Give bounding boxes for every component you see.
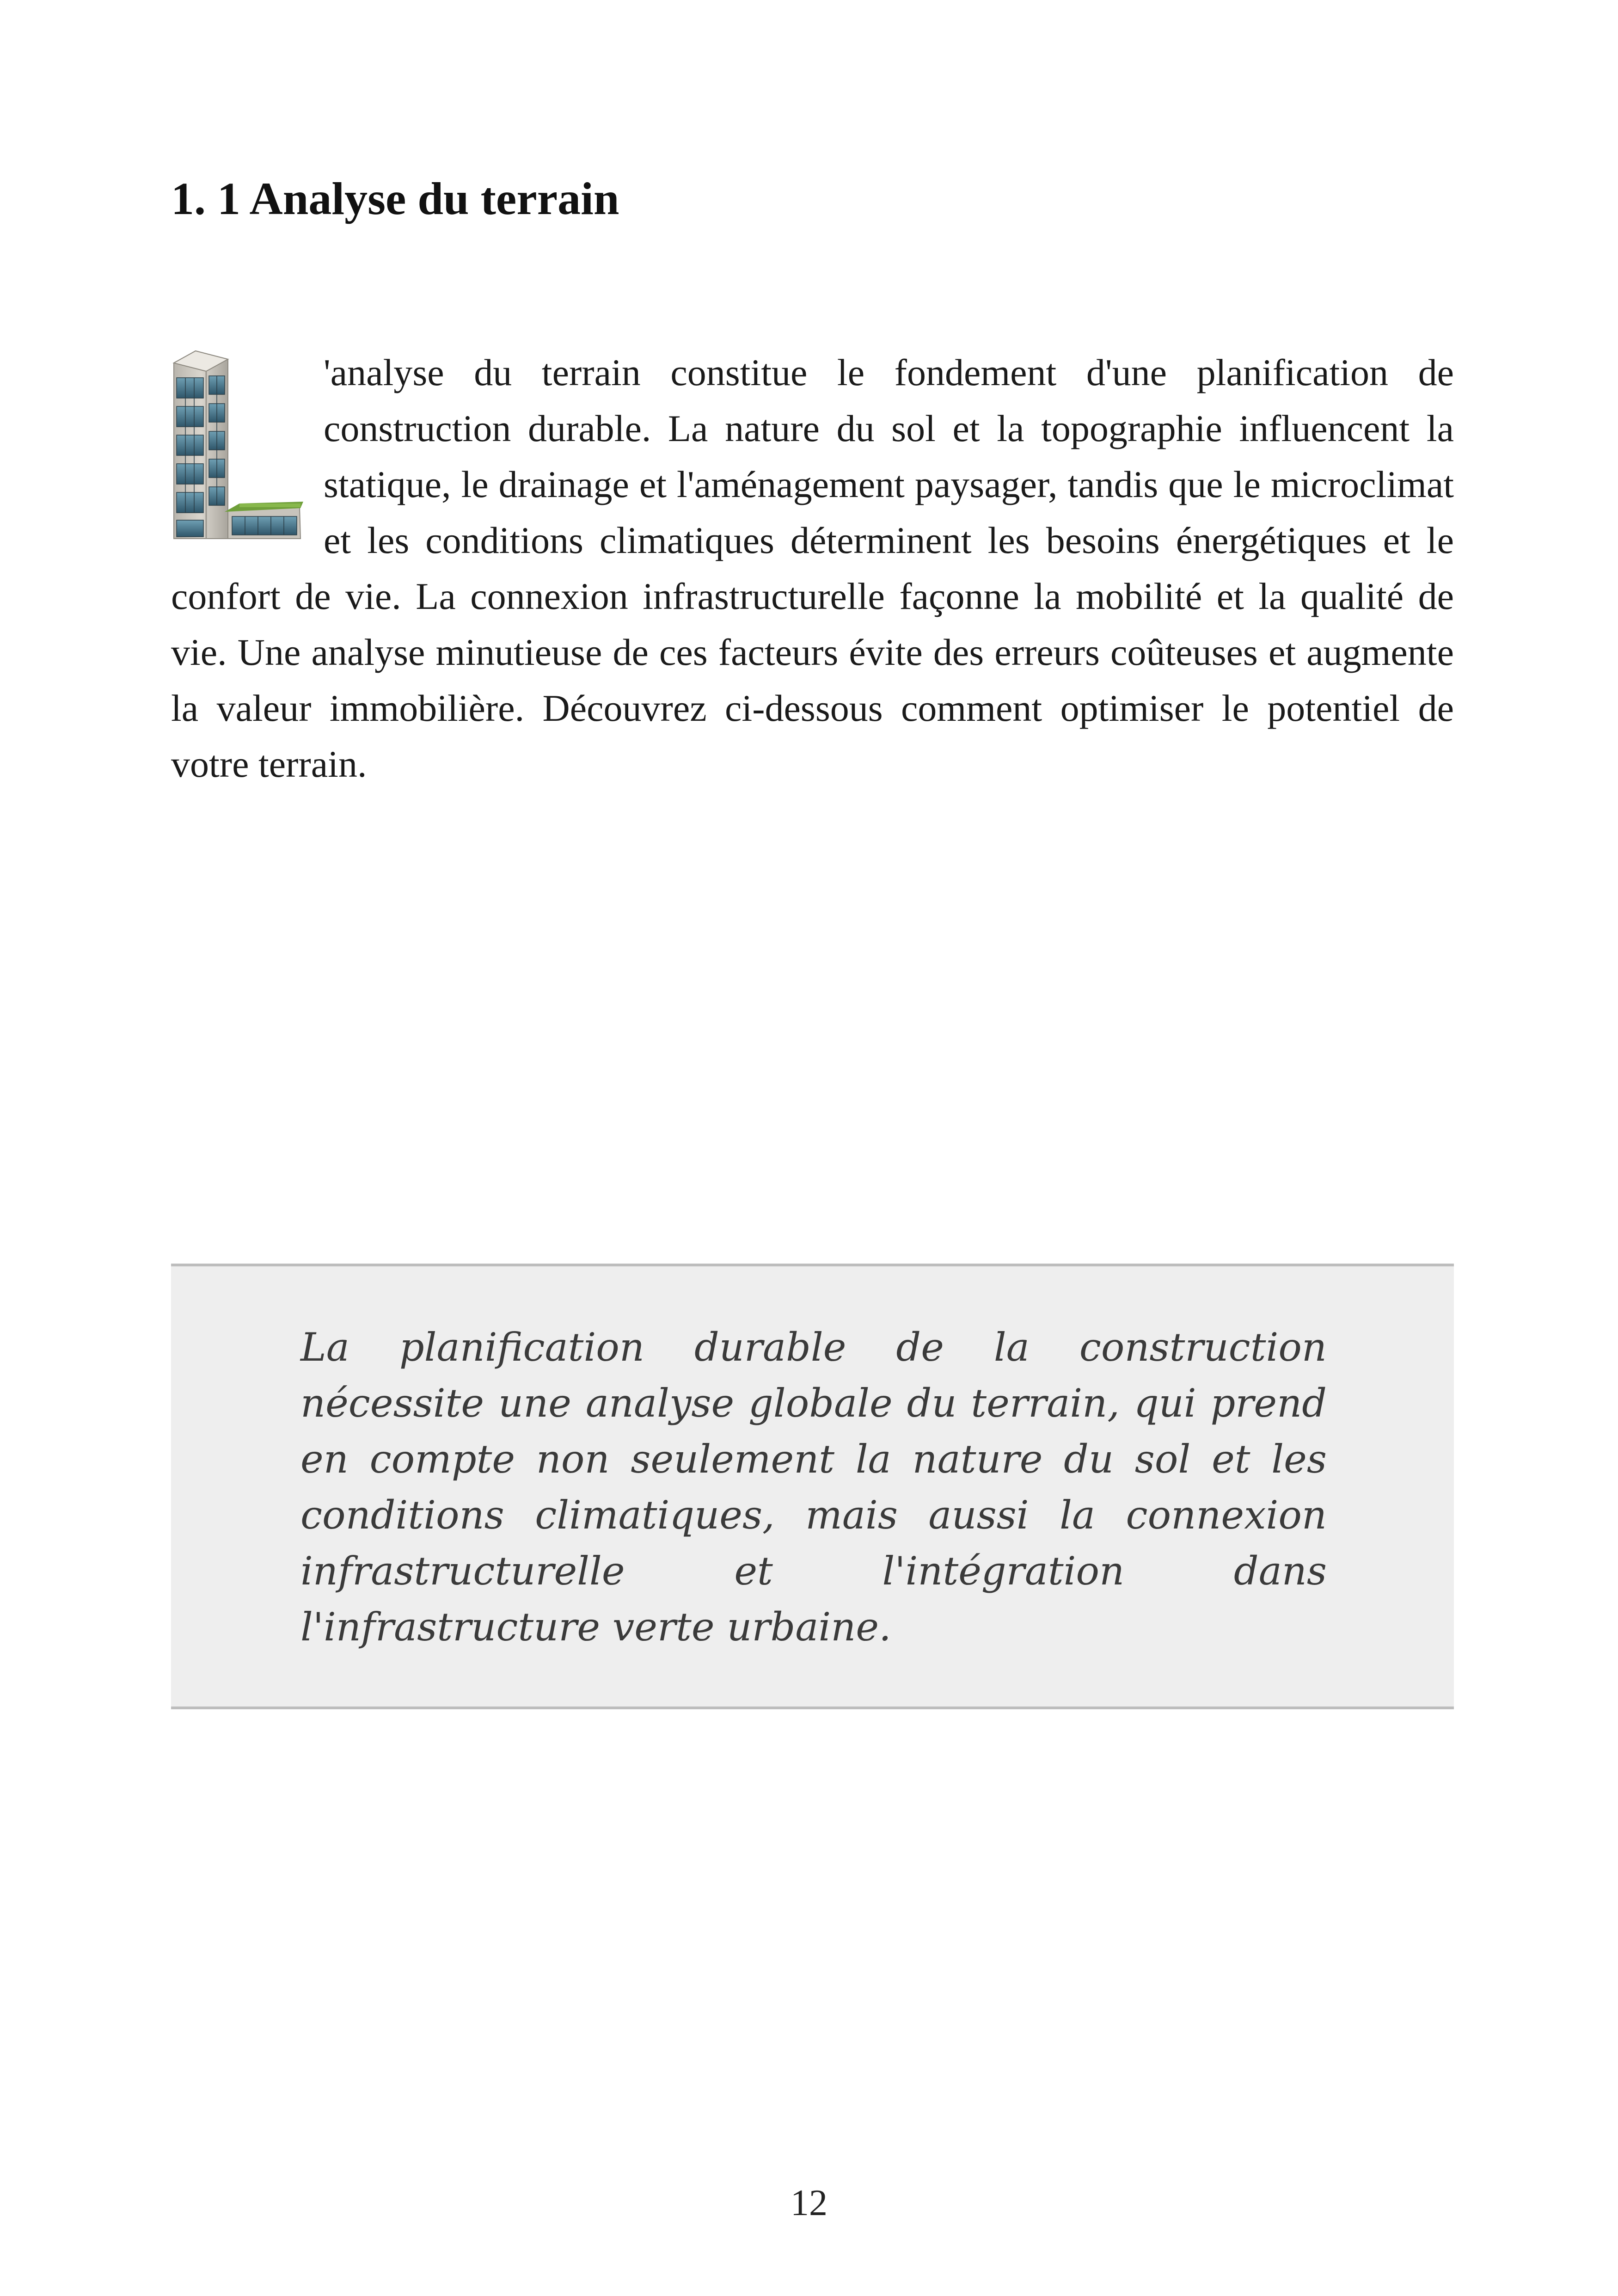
intro-text: 'analyse du terrain constitue le fondement d'une planification de construction durable. La nature du sol et la topographie influencent la statique, le drainage et l'aménagement paysager, tandis que le microclimat et les conditions climatiques déterminent les besoins énergétiques et le confort de vie. La connexion infrastructurelle façonne la mobilité et la qualité de vie. Une analyse minutieuse de ces facteurs évite des erreurs coûteuses et augmente la valeur immobilière. Découvrez ci-dessous comment optimiser le potentiel de votre terrain.	[171, 351, 1454, 785]
callout-text: La planification durable de la construction nécessite une analyse globale du terrain, qui prend en compte non seulement la nature du sol et les conditions climatiques, mais aussi la connexion infrastructurelle et l'intégration dans l'infrastructure verte urbaine.	[300, 1325, 1327, 1650]
dropcap-space	[171, 344, 324, 564]
intro-paragraph	[171, 344, 1454, 792]
page-number: 12	[791, 2183, 827, 2223]
callout-box	[171, 1264, 1454, 1709]
section-heading: 1. 1 Analyse du terrain	[171, 173, 619, 224]
